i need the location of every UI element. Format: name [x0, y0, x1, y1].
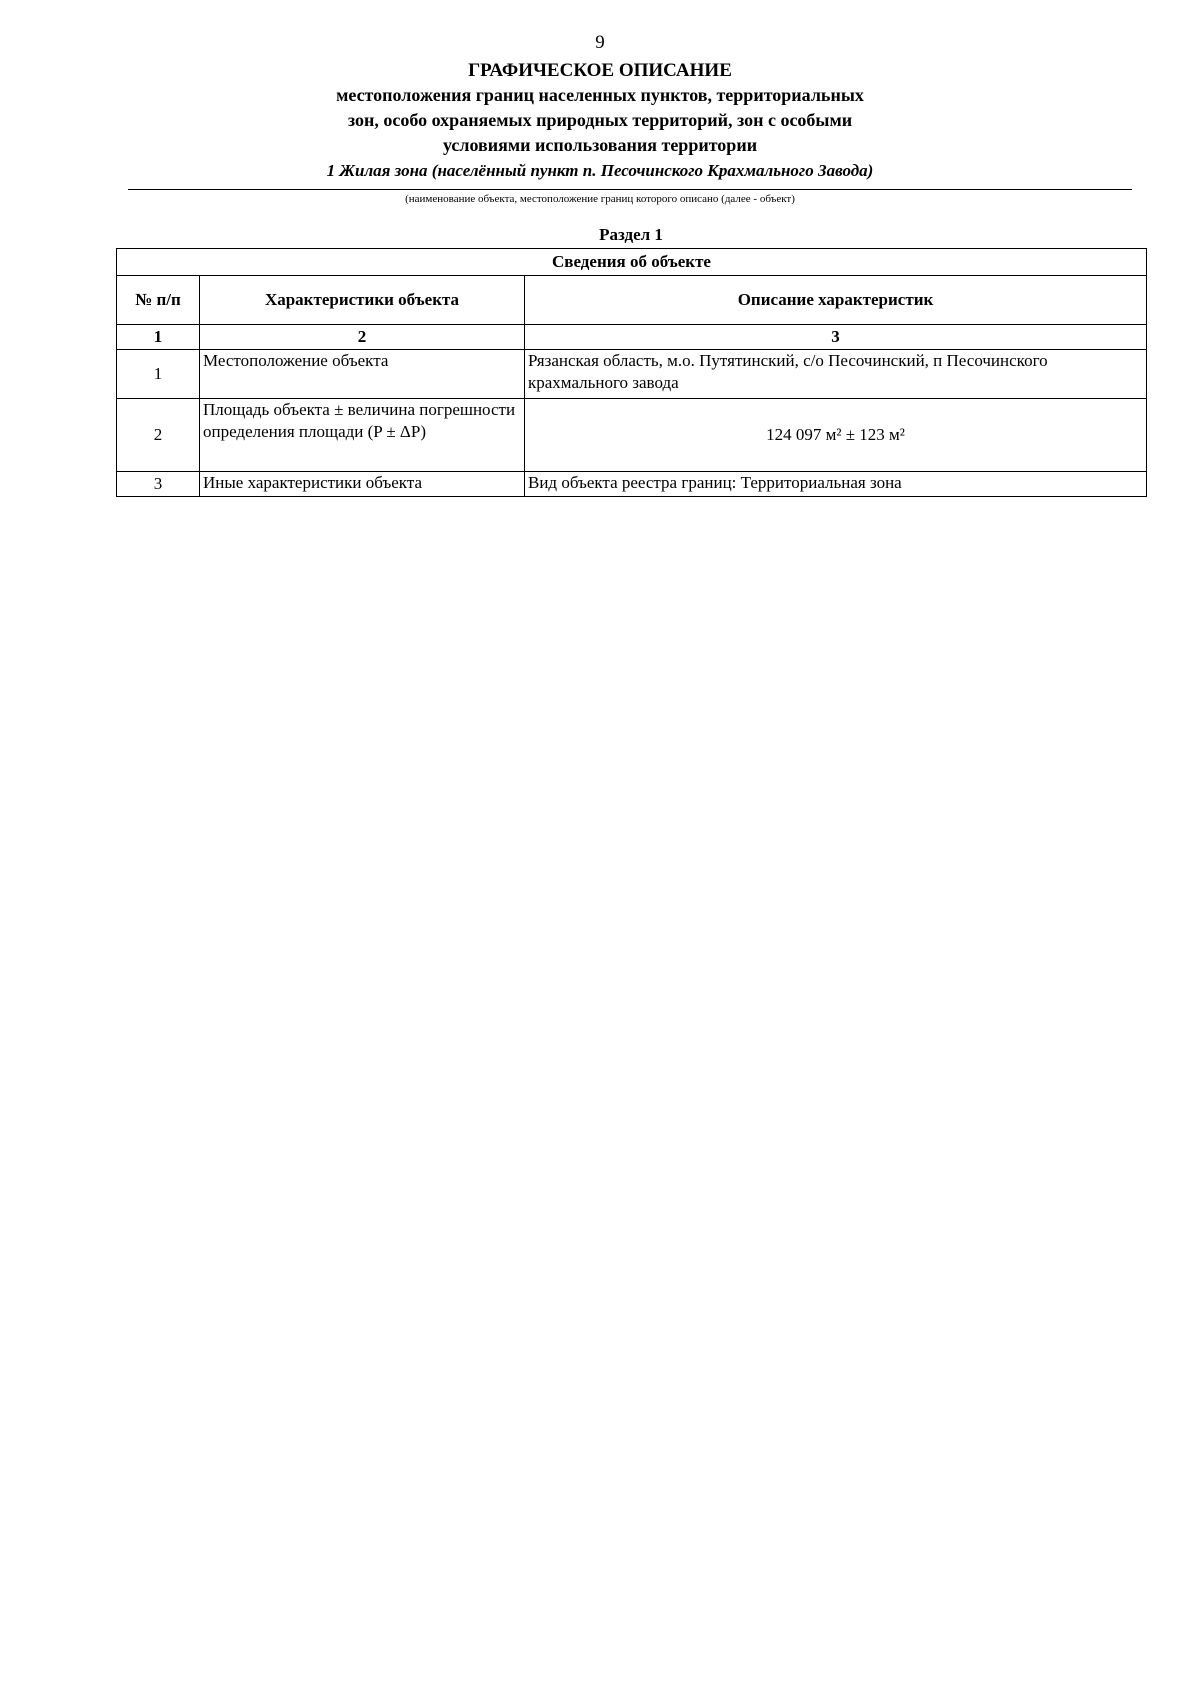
object-info-table — [116, 248, 1147, 497]
row-description: Рязанская область, м.о. Путятинский, с/о Песочинский, п Песочинского крахмального завода — [525, 350, 1147, 399]
table-caption: Сведения об объекте — [117, 249, 1147, 276]
column-number-1: 1 — [117, 325, 200, 350]
row-number: 2 — [117, 399, 200, 472]
column-header-description: Описание характеристик — [525, 276, 1147, 325]
document-title: ГРАФИЧЕСКОЕ ОПИСАНИЕ — [468, 60, 732, 81]
column-number-2: 2 — [200, 325, 525, 350]
column-number-row — [117, 325, 1147, 350]
object-name-underline — [128, 189, 1132, 190]
row-characteristic: Местоположение объекта — [200, 350, 525, 399]
table-row — [117, 472, 1147, 497]
object-name-caption: (наименование объекта, местоположение границ которого описано (далее - объект) — [405, 193, 795, 205]
object-name: 1 Жилая зона (населённый пункт п. Песочинского Крахмального Завода) — [326, 161, 874, 180]
subtitle-line-2: зон, особо охраняемых природных территорий, зон с особыми — [347, 110, 853, 130]
section-title: Раздел 1 — [599, 225, 663, 244]
table-header-row — [117, 276, 1147, 325]
subtitle-line-1: местоположения границ населенных пунктов, территориальных — [336, 85, 864, 105]
table-row — [117, 399, 1147, 472]
row-characteristic: Площадь объекта ± величина погрешности определения площади (P ± ΔP) — [200, 399, 525, 472]
column-header-number: № п/п — [117, 276, 200, 325]
row-description: Вид объекта реестра границ: Территориальная зона — [525, 472, 1147, 497]
row-characteristic: Иные характеристики объекта — [200, 472, 525, 497]
table-caption-row — [117, 249, 1147, 276]
page-number: 9 — [595, 32, 605, 53]
document-header — [0, 58, 1200, 183]
table-row — [117, 350, 1147, 399]
row-number: 3 — [117, 472, 200, 497]
row-description: 124 097 м² ± 123 м² — [525, 399, 1147, 472]
column-number-3: 3 — [525, 325, 1147, 350]
row-number: 1 — [117, 350, 200, 399]
subtitle-line-3: условиями использования территории — [442, 135, 758, 155]
column-header-characteristic: Характеристики объекта — [200, 276, 525, 325]
